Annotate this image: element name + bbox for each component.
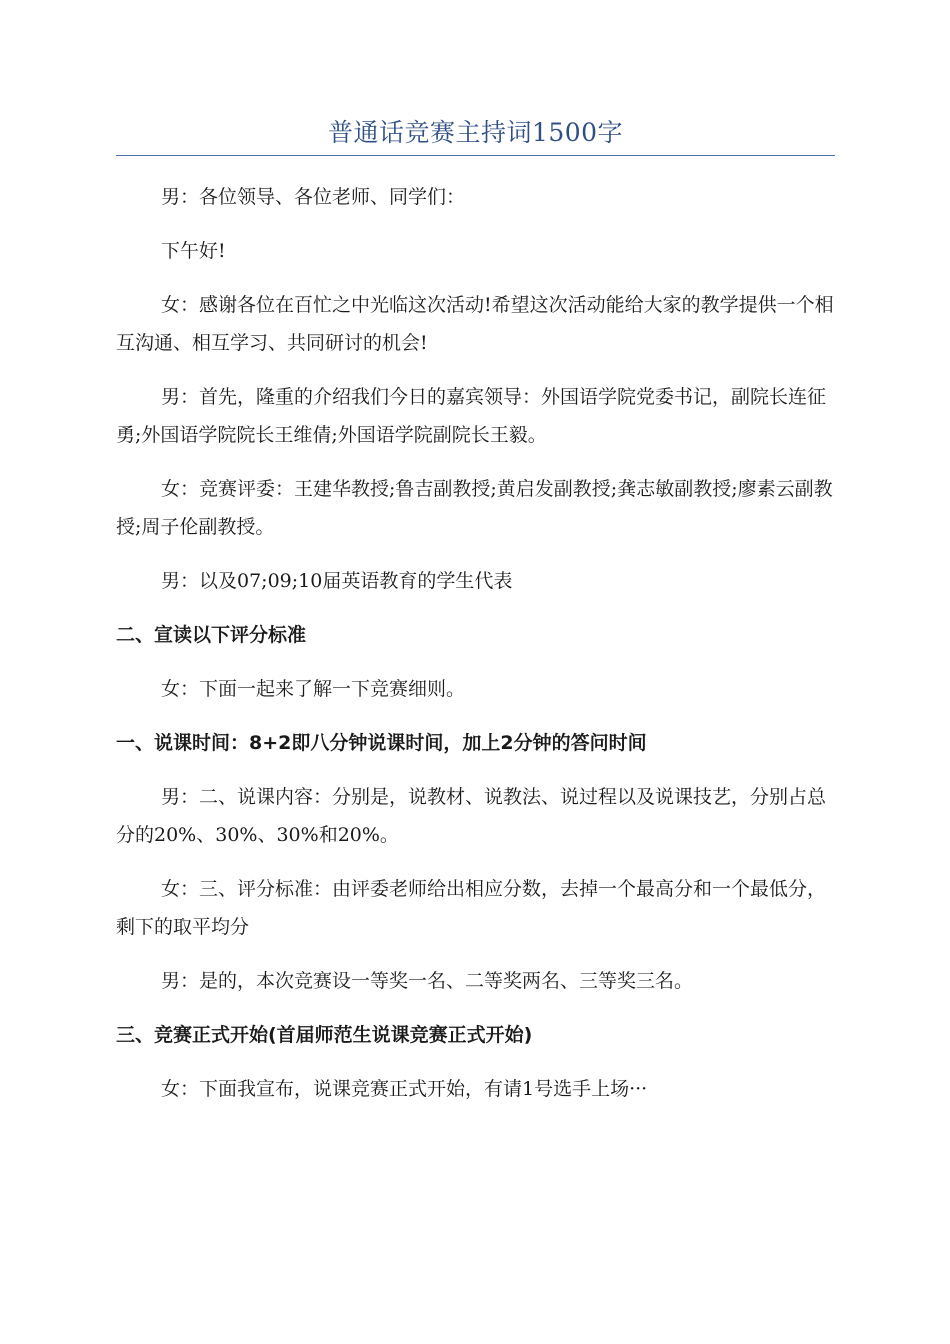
document-body: [116, 178, 835, 1108]
title-underline: [116, 155, 835, 156]
section-heading: 三、竞赛正式开始(首届师范生说课竞赛正式开始): [116, 1024, 533, 1046]
document-page: [116, 0, 835, 1124]
paragraph: 女：三、评分标准：由评委老师给出相应分数，去掉一个最高分和一个最低分，剩下的取平均分: [116, 878, 827, 938]
section-heading: 一、说课时间：8+2即八分钟说课时间，加上2分钟的答问时间: [116, 732, 647, 754]
paragraph: 男：二、说课内容：分别是，说教材、说教法、说过程以及说课技艺，分别占总分的20%、30%、30%和20%。: [116, 786, 827, 846]
paragraph: 下午好!: [161, 240, 226, 262]
paragraph: 女：下面一起来了解一下竞赛细则。: [161, 678, 466, 700]
paragraph: 女：下面我宣布，说课竞赛正式开始，有请1号选手上场···: [161, 1078, 648, 1100]
paragraph: 男：以及07;09;10届英语教育的学生代表: [161, 570, 513, 592]
paragraph: 男：是的，本次竞赛设一等奖一名、二等奖两名、三等奖三名。: [161, 970, 694, 992]
paragraph: 男：首先，隆重的介绍我们今日的嘉宾领导：外国语学院党委书记，副院长连征勇;外国语学院院长王维倩;外国语学院副院长王毅。: [116, 386, 827, 446]
paragraph: 男：各位领导、各位老师、同学们：: [161, 186, 466, 208]
document-title: 普通话竞赛主持词1500字: [327, 118, 624, 147]
section-heading: 二、宣读以下评分标准: [116, 624, 307, 646]
paragraph: 女：感谢各位在百忙之中光临这次活动!希望这次活动能给大家的教学提供一个相互沟通、相互学习、共同研讨的机会!: [116, 294, 834, 354]
paragraph: 女：竞赛评委：王建华教授;鲁吉副教授;黄启发副教授;龚志敏副教授;廖素云副教授;周子伦副教授。: [116, 478, 833, 538]
